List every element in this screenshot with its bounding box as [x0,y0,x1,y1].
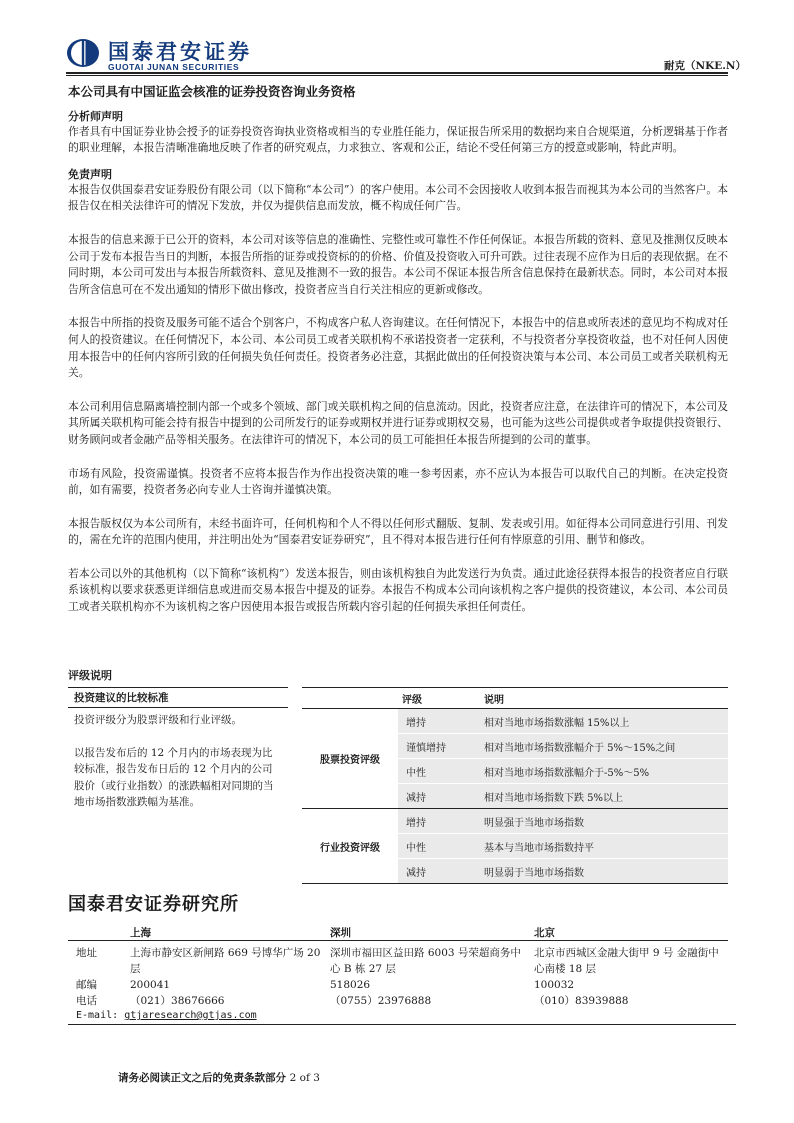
rating-desc: 相对当地市场指数涨幅介于 5%～15%之间 [480,734,728,759]
column-header-level: 评级 [398,688,480,709]
address-label: 地址 [76,947,97,959]
analyst-statement-title: 分析师声明 [68,109,123,123]
disclaimer-paragraph: 本报告中所指的投资及服务可能不适合个别客户，不构成客户私人咨询建议。在任何情况下，本报告中的信息或所表述的意见均不构成对任何人的投资建议。在任何情况下，本公司、本公司员工或者关联机构不承诺投资者一定获利，不与投资者分享投资收益，也不对任何人因使用本报告中的任何内容所引致的任何损失负任何责任。投资者务必注意，其据此做出的任何投资决策与本公司、本公司员工或者关联机构无关。 [68,316,728,380]
email-link[interactable]: gtjaresearch@gtjas.com [124,1010,257,1021]
phone-shanghai: （021）38676666 [130,995,225,1007]
disclaimer-paragraph: 本报告版权仅为本公司所有，未经书面许可，任何机构和个人不得以任何形式翻版、复制、发表或引用。如征得本公司同意进行引用、刊发的，需在允许的范围内使用，并注明出处为“国泰君安证券研究”，且不得对本报告进行任何有悖原意的引用、删节和修改。 [68,516,728,547]
zip-beijing: 100032 [534,979,575,991]
zip-label: 邮编 [76,979,97,991]
page-header [66,36,728,74]
comparison-text: 以报告发布后的 12 个月内的市场表现为比较标准，报告发布日后的 12 个月内的公司股价（或行业指数）的涨跌幅相对同期的当地市场指数涨跌幅为基准。 [74,746,274,808]
rating-desc: 相对当地市场指数涨幅介于-5%～5% [480,759,728,784]
comparison-standard [68,687,288,815]
phone-row [68,993,728,1009]
address-beijing: 北京市西城区金融大街甲 9 号 金融街中心南楼 18 层 [534,947,719,975]
disclaimer-paragraph: 本报告仅供国泰君安证券股份有限公司（以下简称“本公司”）的客户使用。本公司不会因接收人收到本报告而视其为本公司的当然客户。本报告仅在相关法律许可的情况下发放，并仅为提供信息而发放，概不构成任何广告。 [68,182,728,213]
comparison-text: 投资评级分为股票评级和行业评级。 [74,714,242,726]
email-row [68,1010,736,1025]
disclaimer-paragraph: 本公司利用信息隔离墙控制内部一个或多个领域、部门或关联机构之间的信息流动。因此，投资者应注意，在法律许可的情况下，本公司及其所属关联机构可能会持有报告中提到的公司所发行的证券或期权并进行证券或期权交易，也可能为这些公司提供或者争取提供投资银行、财务顾问或者金融产品等相关服务。在法律许可的情况下，本公司的员工可能担任本报告所提到的公司的董事。 [68,399,728,446]
phone-label: 电话 [76,995,97,1007]
city-shenzhen: 深圳 [330,927,351,939]
rating-level: 中性 [398,834,480,859]
rating-desc: 基本与当地市场指数持平 [480,834,728,859]
page-footer [118,1070,320,1085]
disclaimer-paragraph: 本报告的信息来源于已公开的资料，本公司对该等信息的准确性、完整性或可靠性不作任何保证。本报告所载的资料、意见及推测仅反映本公司于发布本报告当日的判断，本报告所指的证券或投资标的的价格、价值及投资收入可升可跌。过往表现不应作为日后的表现依据。在不同时期，本公司可发出与本报告所载资料、意见及推测不一致的报告。本公司不保证本报告所含信息保持在最新状态。同时，本公司对本报告所含信息可在不发出通知的情形下做出修改，投资者应当自行关注相应的更新或修改。 [68,232,728,296]
rating-level: 谨慎增持 [398,734,480,759]
column-header-desc: 说明 [480,688,728,709]
city-header [68,924,728,941]
industry-rating-label: 行业投资评级 [302,809,398,884]
rating-section [68,667,728,879]
rating-level: 减持 [398,784,480,809]
city-beijing: 北京 [534,927,555,939]
header-rule [66,72,728,74]
address-shenzhen: 深圳市福田区益田路 6003 号荣超商务中心 B 栋 27 层 [330,947,521,975]
disclosure-content [68,82,728,616]
comparison-standard-title: 投资建议的比较标准 [68,687,288,708]
rating-level: 增持 [398,809,480,834]
zip-shenzhen: 518026 [330,979,371,991]
address-row [68,945,728,977]
zip-shanghai: 200041 [130,979,171,991]
header-rule-thin [66,75,728,76]
company-name-cn: 国泰君安证券 [108,40,252,64]
disclaimer-title: 免责声明 [68,167,112,181]
rating-table [302,687,728,884]
rating-desc: 相对当地市场指数下跌 5%以上 [480,784,728,809]
institute-name: 国泰君安证券研究所 [68,894,239,915]
guotai-junan-logo-icon [66,38,100,68]
page-number: 2 of 3 [289,1072,320,1084]
rating-level: 减持 [398,859,480,884]
disclaimer-paragraph: 若本公司以外的其他机构（以下简称“该机构”）发送本报告，则由该机构独自为此发送行为负责。通过此途径获得本报告的投资者应自行联系该机构以要求获悉更详细信息或进而交易本报告中提及的证券。本报告不构成本公司向该机构之客户提供的投资建议，本公司、本公司员工或者关联机构亦不为该机构之客户因使用本报告或报告所载内容引起的任何损失承担任何责任。 [68,566,728,614]
main-title: 本公司具有中国证监会核准的证券投资咨询业务资格 [68,84,356,99]
rating-level: 增持 [398,709,480,734]
rating-desc: 相对当地市场指数涨幅 15%以上 [480,709,728,734]
city-shanghai: 上海 [130,927,151,939]
disclaimer-paragraph: 市场有风险，投资需谨慎。投资者不应将本报告作为作出投资决策的唯一参考因素，亦不应认为本报告可以取代自己的判断。在决定投资前，如有需要，投资者务必向专业人士咨询并谨慎决策。 [68,466,728,497]
rating-title: 评级说明 [68,669,112,682]
rating-desc: 明显弱于当地市场指数 [480,859,728,884]
stock-rating-label: 股票投资评级 [302,709,398,809]
contact-info [68,924,728,1021]
phone-beijing: （010）83939888 [534,995,629,1007]
phone-shenzhen: （0755）23976888 [330,995,432,1007]
analyst-statement-text: 作者具有中国证券业协会授予的证券投资咨询执业资格或相当的专业胜任能力，保证报告所采用的数据均来自合规渠道，分析逻辑基于作者的职业理解，本报告清晰准确地反映了作者的研究观点，力求独立、客观和公正，结论不受任何第三方的授意或影响，特此声明。 [68,124,728,155]
rating-level: 中性 [398,759,480,784]
address-shanghai: 上海市静安区新闸路 669 号博华广场 20 层 [130,947,321,975]
stock-ticker: 耐克（NKE.N） [664,60,746,72]
zip-row [68,977,728,993]
email-label: E-mail: [76,1010,119,1021]
company-name-en: GUOTAI JUNAN SECURITIES [108,62,240,72]
rating-desc: 明显强于当地市场指数 [480,809,728,834]
footer-notice: 请务必阅读正文之后的免责条款部分 [118,1072,286,1084]
